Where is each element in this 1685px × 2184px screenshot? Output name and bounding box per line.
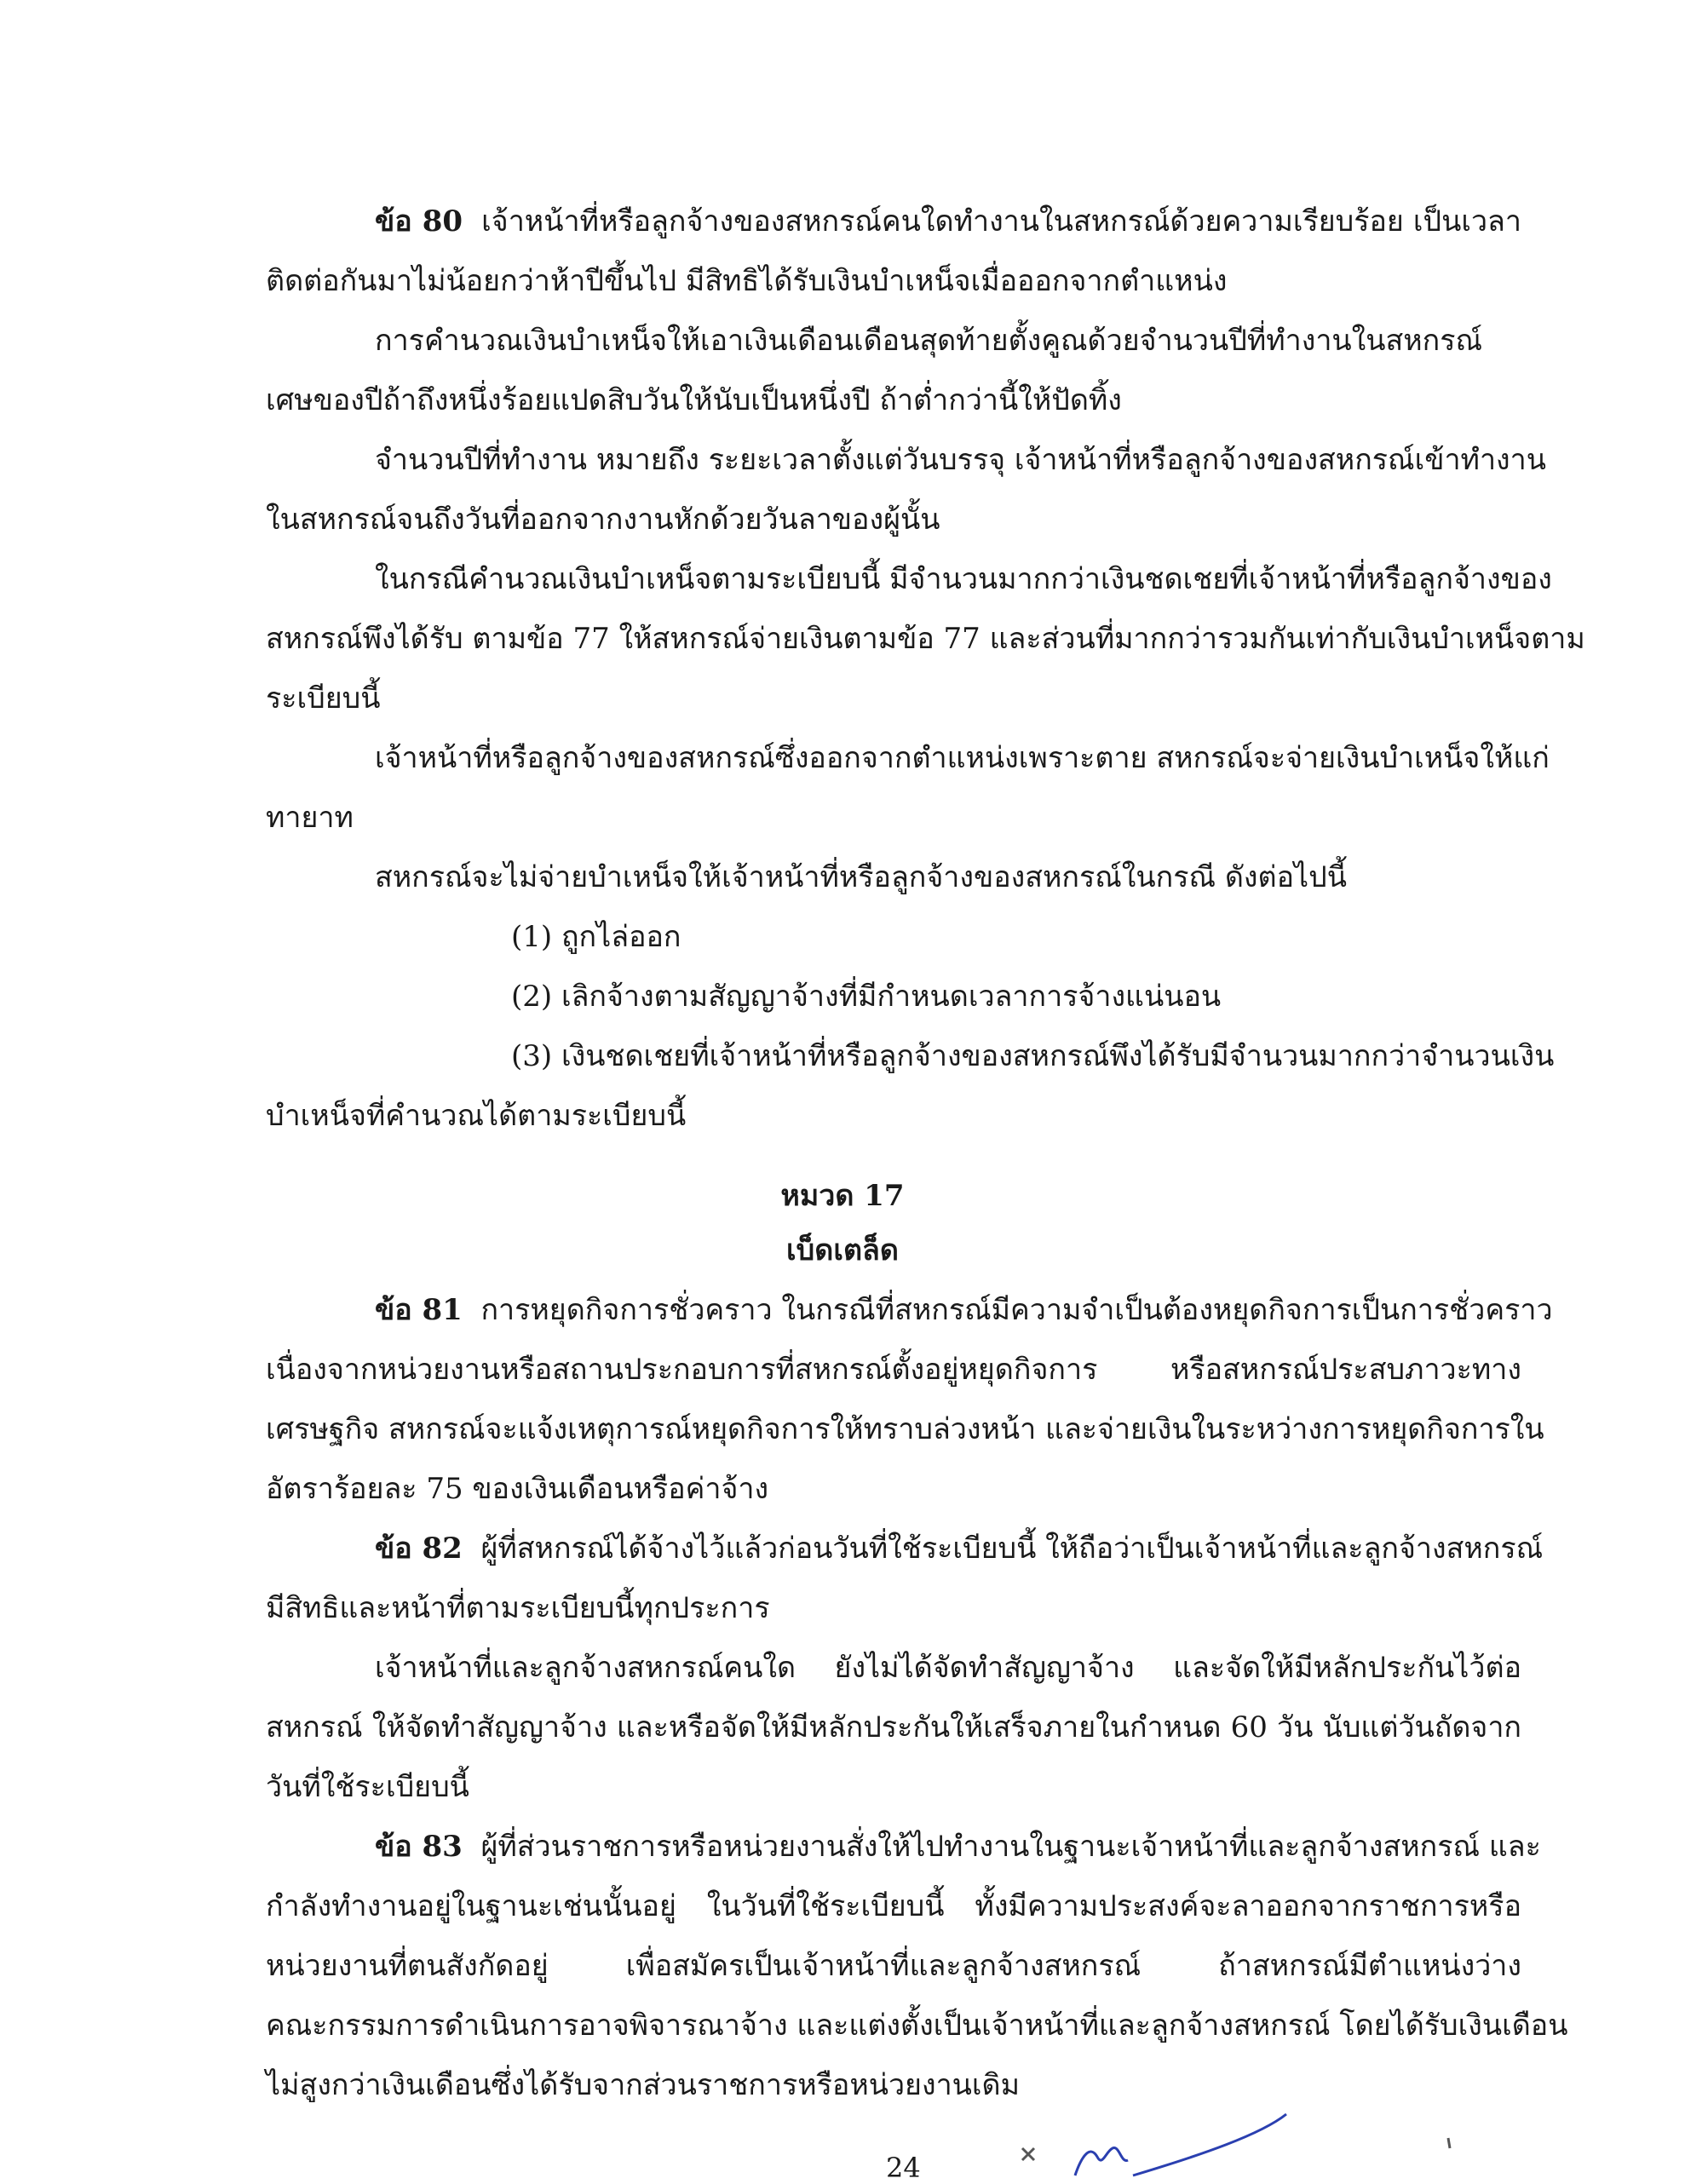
- sec82-label: ข้อ 82: [375, 1532, 463, 1566]
- chapter-number: หมวด 17: [780, 1179, 905, 1213]
- sec81-line2: เนื่องจากหน่วยงานหรือสถานประกอบการที่สหกรณ์ตั้งอยู่หยุดกิจการ หรือสหกรณ์ประสบภาวะทาง: [266, 1353, 1521, 1387]
- sec80-p5-line1: เจ้าหน้าที่หรือลูกจ้างของสหกรณ์ซึ่งออกจากตำแหน่งเพราะตาย สหกรณ์จะจ่ายเงินบำเหน็จให้แก่: [375, 741, 1550, 775]
- sec83-line3: หน่วยงานที่ตนสังกัดอยู่ เพื่อสมัครเป็นเจ้าหน้าที่และลูกจ้างสหกรณ์ ถ้าสหกรณ์มีตำแหน่งว่าง: [266, 1949, 1521, 1983]
- sec82-text1: ผู้ที่สหกรณ์ได้จ้างไว้แล้วก่อนวันที่ใช้ระเบียบนี้ ให้ถือว่าเป็นเจ้าหน้าที่และลูกจ้างสหกรณ์: [480, 1532, 1544, 1566]
- sec80-item2: (2) เลิกจ้างตามสัญญาจ้างที่มีกำหนดเวลาการจ้างแน่นอน: [511, 980, 1222, 1014]
- sec83-label: ข้อ 83: [375, 1830, 463, 1864]
- sec80-item3-line2: บำเหน็จที่คำนวณได้ตามระเบียบนี้: [266, 1099, 687, 1133]
- sec82-p2-line2: สหกรณ์ ให้จัดทำสัญญาจ้าง และหรือจัดให้มีหลักประกันให้เสร็จภายในกำหนด 60 วัน นับแต่วันถัดจาก: [266, 1710, 1521, 1744]
- sec82-line1: [375, 1530, 1544, 1567]
- sec80-item3-line1: (3) เงินชดเชยที่เจ้าหน้าที่หรือลูกจ้างของสหกรณ์พึงได้รับมีจำนวนมากกว่าจำนวนเงิน: [511, 1039, 1555, 1073]
- chapter-title: เบ็ดเตล็ด: [786, 1233, 899, 1267]
- sec80-line2: ติดต่อกันมาไม่น้อยกว่าห้าปีขึ้นไป มีสิทธิได้รับเงินบำเหน็จเมื่อออกจากตำแหน่ง: [266, 264, 1228, 298]
- sec80-item1: (1) ถูกไล่ออก: [511, 920, 681, 954]
- sec82-line2: มีสิทธิและหน้าที่ตามระเบียบนี้ทุกประการ: [266, 1591, 770, 1625]
- page-number: 24: [886, 2152, 921, 2184]
- sec80-p4-line1: ในกรณีคำนวณเงินบำเหน็จตามระเบียบนี้ มีจำนวนมากกว่าเงินชดเชยที่เจ้าหน้าที่หรือลูกจ้างของ: [375, 562, 1552, 596]
- sec83-text1: ผู้ที่ส่วนราชการหรือหน่วยงานสั่งให้ไปทำงานในฐานะเจ้าหน้าที่และลูกจ้างสหกรณ์ และ: [480, 1830, 1541, 1864]
- sec80-line1: [375, 203, 1521, 240]
- sec80-text1: เจ้าหน้าที่หรือลูกจ้างของสหกรณ์คนใดทำงานในสหกรณ์ด้วยความเรียบร้อย เป็นเวลา: [481, 204, 1521, 239]
- sec81-line3: เศรษฐกิจ สหกรณ์จะแจ้งเหตุการณ์หยุดกิจการให้ทราบล่วงหน้า และจ่ายเงินในระหว่างการหยุดกิจการใน: [266, 1412, 1544, 1446]
- sec82-p2-line1: เจ้าหน้าที่และลูกจ้างสหกรณ์คนใด ยังไม่ได้จัดทำสัญญาจ้าง และจัดให้มีหลักประกันไว้ต่อ: [375, 1651, 1521, 1685]
- sec80-label: ข้อ 80: [375, 204, 463, 239]
- sec80-p3-line2: ในสหกรณ์จนถึงวันที่ออกจากงานหักด้วยวันลาของผู้นั้น: [266, 503, 940, 537]
- sec80-p4-line3: ระเบียบนี้: [266, 681, 381, 716]
- sec81-label: ข้อ 81: [375, 1293, 463, 1327]
- sec81-line4: อัตราร้อยละ 75 ของเงินเดือนหรือค่าจ้าง: [266, 1472, 769, 1506]
- sec82-p2-line3: วันที่ใช้ระเบียบนี้: [266, 1770, 469, 1804]
- signature-mark: [1005, 2104, 1516, 2181]
- sec80-p5-line2: ทายาท: [266, 801, 354, 835]
- sec83-line1: [375, 1828, 1541, 1865]
- sec83-line4: คณะกรรมการดำเนินการอาจพิจารณาจ้าง และแต่งตั้งเป็นเจ้าหน้าที่และลูกจ้างสหกรณ์ โดยได้รับเงินเดือน: [266, 2009, 1568, 2043]
- sec80-p6-line1: สหกรณ์จะไม่จ่ายบำเหน็จให้เจ้าหน้าที่หรือลูกจ้างของสหกรณ์ในกรณี ดังต่อไปนี้: [375, 860, 1347, 894]
- sec81-line1: [375, 1291, 1553, 1329]
- sec83-line2: กำลังทำงานอยู่ในฐานะเช่นนั้นอยู่ ในวันที่ใช้ระเบียบนี้ ทั้งมีความประสงค์จะลาออกจากราชการหรือ: [266, 1889, 1521, 1923]
- sec81-text1: การหยุดกิจการชั่วคราว ในกรณีที่สหกรณ์มีความจำเป็นต้องหยุดกิจการเป็นการชั่วคราว: [480, 1293, 1553, 1327]
- sec83-line5: ไม่สูงกว่าเงินเดือนซึ่งได้รับจากส่วนราชการหรือหน่วยงานเดิม: [266, 2068, 1021, 2102]
- sec80-p2-line1: การคำนวณเงินบำเหน็จให้เอาเงินเดือนเดือนสุดท้ายตั้งคูณด้วยจำนวนปีที่ทำงานในสหกรณ์: [375, 324, 1483, 358]
- sec80-p4-line2: สหกรณ์พึงได้รับ ตามข้อ 77 ให้สหกรณ์จ่ายเงินตามข้อ 77 และส่วนที่มากกว่ารวมกันเท่ากับเงินบำเหน็จตาม: [266, 622, 1585, 656]
- sec80-p3-line1: จำนวนปีที่ทำงาน หมายถึง ระยะเวลาตั้งแต่วันบรรจุ เจ้าหน้าที่หรือลูกจ้างของสหกรณ์เข้าทำงาน: [375, 443, 1546, 477]
- sec80-p2-line2: เศษของปีถ้าถึงหนึ่งร้อยแปดสิบวันให้นับเป็นหนึ่งปี ถ้าต่ำกว่านี้ให้ปัดทิ้ง: [266, 383, 1122, 417]
